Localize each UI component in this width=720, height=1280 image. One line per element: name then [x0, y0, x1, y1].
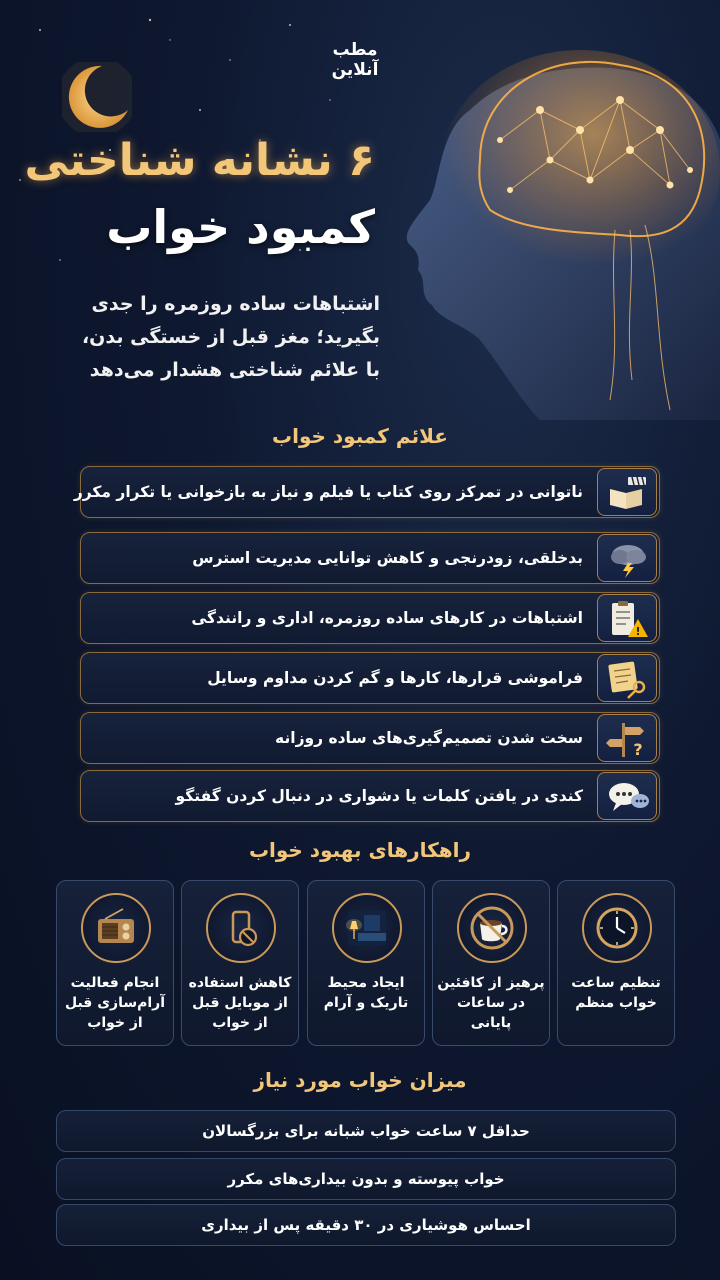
- clipboard-warning-icon: [597, 594, 657, 642]
- radio-icon: [81, 893, 151, 963]
- sleep-need-section-title: میزان خواب مورد نیاز: [253, 1068, 467, 1092]
- sleep-need-row-3: احساس هوشیاری در ۳۰ دقیقه پس از بیداری: [56, 1204, 676, 1246]
- dark-bedroom-icon: [332, 893, 402, 963]
- tip-label: تنظیم ساعت خواب منظم: [571, 975, 661, 1011]
- tip-label: پرهیز از کافئین در ساعات پایانی: [437, 975, 545, 1031]
- tip-card-4: [181, 880, 299, 1046]
- book-film-icon: [597, 468, 657, 516]
- storm-cloud-icon: [597, 534, 657, 582]
- tip-card-5: [56, 880, 174, 1046]
- symptom-text: ناتوانی در تمرکز روی کتاب یا فیلم و نیاز به بازخوانی یا تکرار مکرر: [73, 483, 583, 501]
- symptom-row-5: [80, 712, 660, 764]
- crescent-moon-icon: [62, 62, 132, 132]
- symptom-text: فراموشی قرارها، کارها و گم کردن مداوم وسایل: [207, 669, 583, 687]
- subtitle-line-2: بگیرید؛ مغز قبل از خستگی بدن،: [81, 326, 380, 348]
- no-phone-icon: [206, 893, 276, 963]
- speech-bubbles-icon: [597, 772, 657, 820]
- svg-text:?: ?: [633, 740, 643, 759]
- clock-icon: [582, 893, 652, 963]
- tip-card-1: [557, 880, 675, 1046]
- tip-label: کاهش استفاده از موبایل قبل از خواب: [188, 975, 292, 1031]
- no-coffee-icon: [457, 893, 527, 963]
- symptom-text: بدخلقی، زودرنجی و کاهش توانایی مدیریت استرس: [192, 549, 583, 567]
- note-key-icon: [597, 654, 657, 702]
- tip-card-3: [307, 880, 425, 1046]
- tip-label: ایجاد محیط تاریک و آرام: [323, 975, 409, 1011]
- glowing-brain-head-illustration: [370, 20, 720, 420]
- symptom-text: سخت شدن تصمیم‌گیری‌های ساده روزانه: [275, 729, 583, 747]
- tip-card-2: [432, 880, 550, 1046]
- tip-label: انجام فعالیت آرام‌سازی قبل از خواب: [64, 975, 166, 1031]
- signpost-question-icon: [597, 714, 657, 762]
- subtitle-line-1: اشتباهات ساده روزمره را جدی: [91, 293, 380, 315]
- symptom-row-2: [80, 532, 660, 584]
- headline-line-2: کمبود خواب: [106, 200, 375, 254]
- svg-text:!: !: [635, 625, 641, 638]
- brand-logo: [320, 40, 390, 80]
- symptom-row-4: [80, 652, 660, 704]
- hero-subtitle: [60, 288, 380, 387]
- symptom-text: اشتباهات در کارهای ساده روزمره، اداری و رانندگی: [191, 609, 583, 627]
- symptom-row-6: [80, 770, 660, 822]
- sleep-need-row-2: خواب پیوسته و بدون بیداری‌های مکرر: [56, 1158, 676, 1200]
- subtitle-line-3: با علائم شناختی هشدار می‌دهد: [89, 359, 380, 381]
- symptoms-section-title: علائم کمبود خواب: [272, 424, 448, 448]
- symptom-text: کندی در یافتن کلمات یا دشواری در دنبال کردن گفتگو: [175, 787, 583, 805]
- symptom-row-1: [73, 466, 660, 518]
- tips-section-title: راهکارهای بهبود خواب: [248, 838, 472, 862]
- headline-line-1: ۶ نشانه شناختی: [24, 135, 375, 186]
- logo-line-2: آنلاین: [331, 60, 379, 80]
- sleep-need-row-1: حداقل ۷ ساعت خواب شبانه برای بزرگسالان: [56, 1110, 676, 1152]
- symptom-row-3: [80, 592, 660, 644]
- logo-line-1: مطب: [332, 40, 378, 60]
